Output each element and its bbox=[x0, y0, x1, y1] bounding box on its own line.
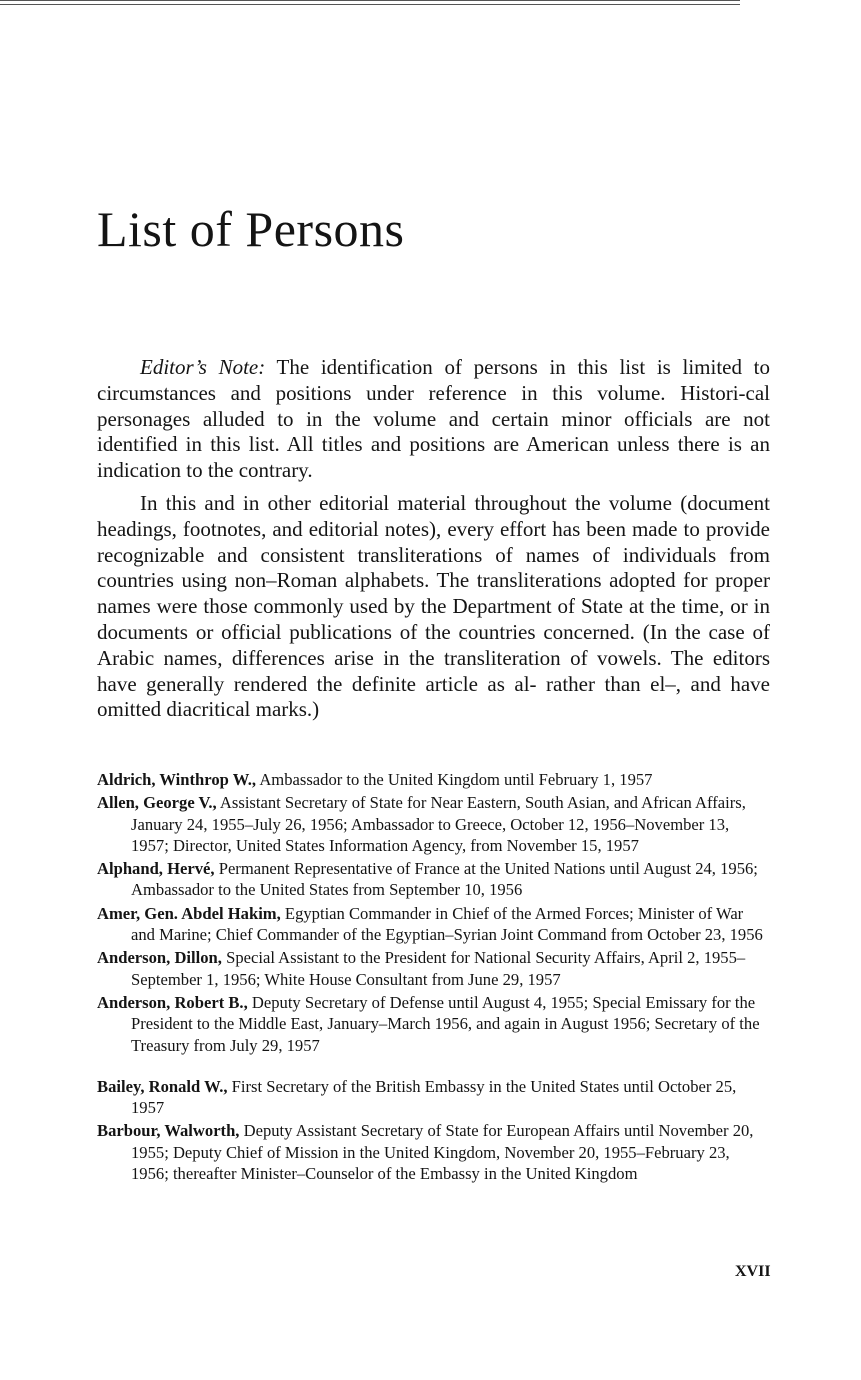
list-item bbox=[97, 992, 770, 1056]
person-description: Assistant Secretary of State for Near Eastern, South Asian, and African Affairs, January 24, 1955–July 26, 1956; Ambassador to Greece, October 12, 1956–November 13, 1957; Director, United States Information Agency, from November 15, 1957 bbox=[131, 793, 746, 855]
person-description: Deputy Secretary of Defense until August 4, 1955; Special Emissary for the President to the Middle East, January–March 1956, and again in August 1956; Secretary of the Treasury from July 29, 1957 bbox=[131, 992, 760, 1055]
editors-note-label: Editor’s Note: bbox=[140, 355, 266, 379]
person-description: Egyptian Commander in Chief of the Armed Forces; Minister of War and Marine; Chief Commander of the Egyptian–Syrian Joint Command from October 23, 1956 bbox=[131, 903, 763, 945]
list-item bbox=[97, 903, 770, 946]
page-title: List of Persons bbox=[97, 201, 405, 257]
intro-paragraph-1 bbox=[97, 355, 770, 484]
person-name: Anderson, Robert B., bbox=[97, 992, 248, 1012]
persons-list bbox=[97, 769, 770, 1186]
list-item bbox=[97, 1120, 770, 1184]
person-description: First Secretary of the British Embassy in the United States until October 25, 1957 bbox=[131, 1076, 737, 1118]
person-description: Deputy Assistant Secretary of State for European Affairs until November 20, 1955; Deputy Chief of Mission in the United Kingdom, November 20, 1955–February 23, 1956; thereafter Minister–Counselor of the Embassy in the United Kingdom bbox=[131, 1121, 754, 1184]
person-name: Barbour, Walworth, bbox=[97, 1121, 240, 1141]
person-description: Ambassador to the United Kingdom until February 1, 1957 bbox=[256, 770, 653, 789]
person-name: Alphand, Hervé, bbox=[97, 859, 215, 879]
list-item bbox=[97, 858, 770, 901]
person-name: Aldrich, Winthrop W., bbox=[97, 770, 257, 789]
intro-paragraph-1-text: The identification of persons in this list is limited to circumstances and positions under reference in this volume. Histori-cal personages alluded to in the volume and certain minor officials are not identified in this list. All titles and positions are American unless there is an indication to the contrary. bbox=[97, 355, 770, 483]
intro-paragraph-2: In this and in other editorial material throughout the volume (document headings, footnotes, and editorial notes), every effort has been made to provide recognizable and consistent transliterations of names of individuals from countries using non–Roman alphabets. The transliterations adopted for proper names were those commonly used by the Department of State at the time, or in documents or official publications of the countries concerned. (In the case of Arabic names, differences arise in the transliteration of vowels. The editors have generally rendered the definite article as al- rather than el–, and have omitted diacritical marks.) bbox=[97, 490, 770, 722]
person-name: Amer, Gen. Abdel Hakim, bbox=[97, 903, 281, 923]
page-number: XVII bbox=[735, 1263, 771, 1280]
list-item bbox=[97, 1076, 770, 1119]
list-item bbox=[97, 792, 770, 856]
person-description: Special Assistant to the President for National Security Affairs, April 2, 1955–September 1, 1956; White House Consultant from June 29, 1957 bbox=[131, 948, 746, 989]
top-rule bbox=[0, 0, 740, 5]
person-name: Allen, George V., bbox=[97, 793, 217, 813]
person-name: Anderson, Dillon, bbox=[97, 948, 222, 968]
list-item bbox=[97, 947, 770, 990]
letter-group-gap bbox=[97, 1058, 770, 1076]
list-item bbox=[97, 769, 770, 790]
editors-note bbox=[97, 355, 770, 730]
person-description: Permanent Representative of France at the United Nations until August 24, 1956; Ambassador to the United States from September 10, 1956 bbox=[131, 859, 758, 900]
person-name: Bailey, Ronald W., bbox=[97, 1076, 228, 1096]
